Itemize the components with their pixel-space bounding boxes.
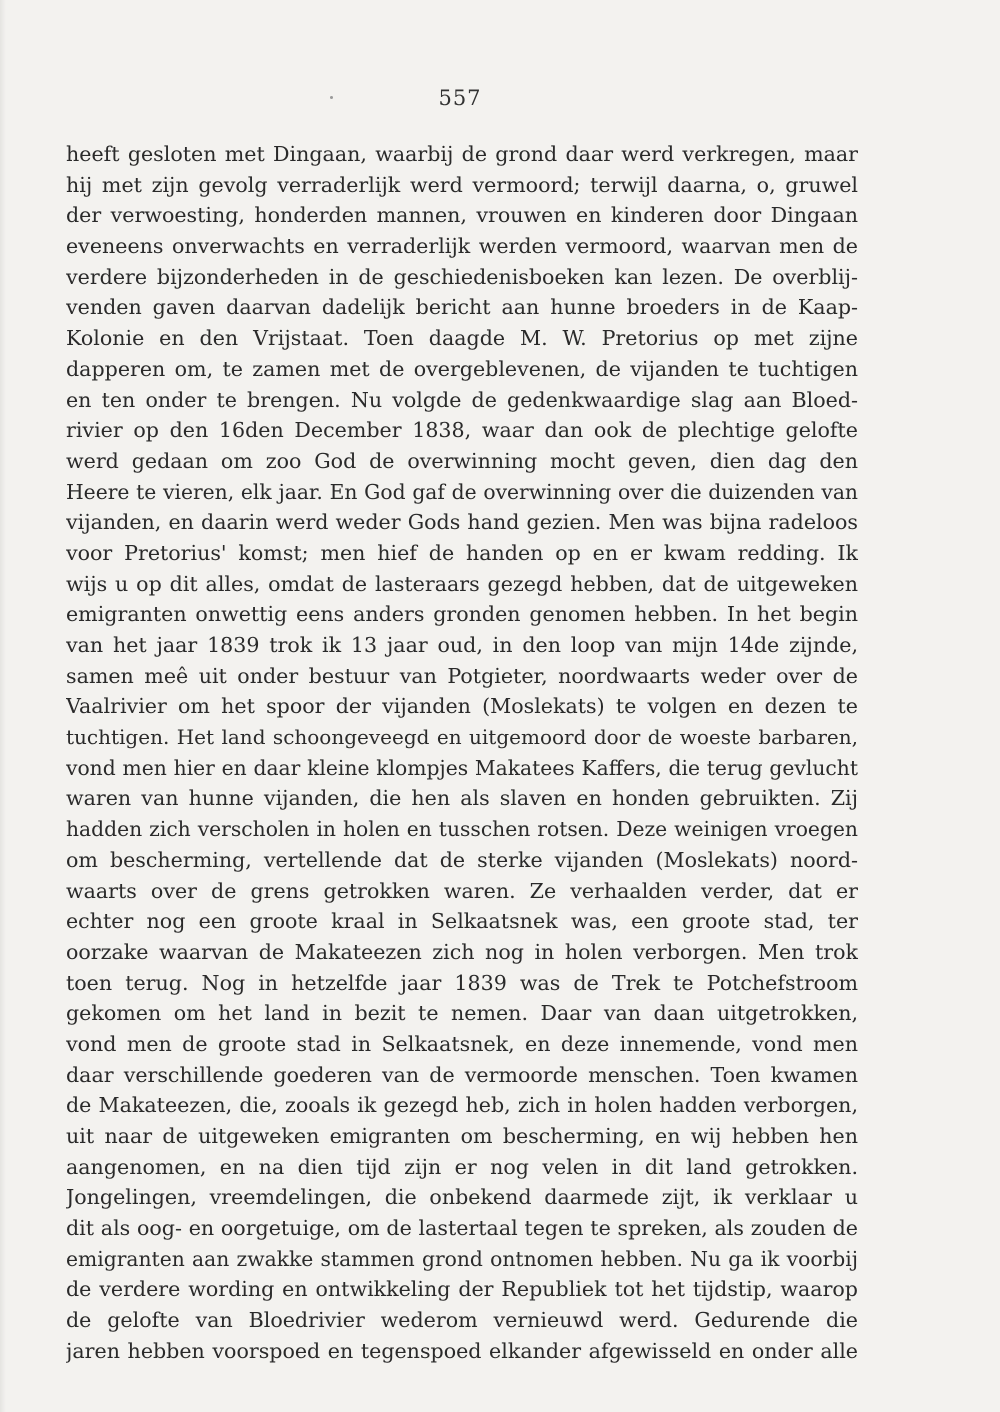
text-line: de gelofte van Bloedrivier wederom vernieuwd werd. Gedurende die	[66, 1308, 858, 1333]
text-line: echter nog een groote kraal in Selkaatsnek was, een groote stad, ter	[66, 909, 858, 934]
text-line: venden gaven daarvan dadelijk bericht aan hunne broeders in de Kaap-	[66, 295, 858, 320]
text-line: om bescherming, vertellende dat de sterke vijanden (Moslekats) noord-	[66, 847, 858, 872]
text-line: emigranten onwettig eens anders gronden genomen hebben. In het begin	[66, 602, 858, 627]
text-line: samen meê uit onder bestuur van Potgieter, noordwaarts weder over de	[66, 663, 858, 688]
text-line: wijs u op dit alles, omdat de lasteraars gezegd hebben, dat de uitgeweken	[66, 571, 858, 596]
text-line: vijanden, en daarin werd weder Gods hand gezien. Men was bijna radeloos	[66, 510, 858, 535]
text-line: oorzake waarvan de Makateezen zich nog in holen verborgen. Men trok	[66, 939, 858, 964]
text-line: vond men de groote stad in Selkaatsnek, en deze innemende, vond men	[66, 1031, 858, 1056]
text-line: hij met zijn gevolg verraderlijk werd vermoord; terwijl daarna, o, gruwel	[66, 172, 858, 197]
page-number: 557	[438, 86, 482, 110]
text-line: jaren hebben voorspoed en tegenspoed elkander afgewisseld en onder alle	[66, 1338, 858, 1363]
text-line: eveneens onverwachts en verraderlijk werden vermoord, waarvan men de	[66, 234, 858, 259]
text-line: Heere te vieren, elk jaar. En God gaf de overwinning over die duizenden van	[66, 479, 858, 504]
text-line: uit naar de uitgeweken emigranten om bescherming, en wij hebben hen	[66, 1124, 858, 1148]
text-line: heeft gesloten met Dingaan, waarbij de grond daar werd verkregen, maar	[66, 142, 858, 166]
text-line: Kolonie en den Vrijstaat. Toen daagde M. W. Pretorius op met zijne	[66, 326, 858, 351]
text-line: emigranten aan zwakke stammen grond ontnomen hebben. Nu ga ik voorbij	[66, 1246, 858, 1271]
text-line: Jongelingen, vreemdelingen, die onbekend daarmede zijt, ik verklaar u	[66, 1185, 858, 1210]
text-line: waarts over de grens getrokken waren. Ze verhaalden verder, dat er	[66, 878, 858, 903]
scan-edge-shadow	[0, 0, 6, 1412]
text-line: en ten onder te brengen. Nu volgde de gedenkwaardige slag aan Bloed-	[66, 387, 858, 412]
text-line: der verwoesting, honderden mannen, vrouwen en kinderen door Dingaan	[66, 203, 858, 228]
text-line: dapperen om, te zamen met de overgeblevenen, de vijanden te tuchtigen	[66, 356, 858, 381]
text-line: Vaalrivier om het spoor der vijanden (Moslekats) te volgen en dezen te	[66, 694, 858, 719]
text-line: rivier op den 16den December 1838, waar dan ook de plechtige gelofte	[66, 418, 858, 443]
text-line: toen terug. Nog in hetzelfde jaar 1839 was de Trek te Potchefstroom	[66, 970, 858, 995]
text-line: van het jaar 1839 trok ik 13 jaar oud, in den loop van mijn 14de zijnde,	[66, 633, 858, 657]
text-line: de Makateezen, die, zooals ik gezegd heb, zich in holen hadden verborgen,	[66, 1093, 858, 1118]
text-line: werd gedaan om zoo God de overwinning mocht geven, dien dag den	[66, 448, 858, 473]
text-line: hadden zich verscholen in holen en tusschen rotsen. Deze weinigen vroegen	[66, 817, 858, 842]
text-line: dit als oog- en oorgetuige, om de lastertaal tegen te spreken, als zouden de	[66, 1216, 858, 1241]
text-line: daar verschillende goederen van de vermoorde menschen. Toen kwamen	[66, 1062, 858, 1087]
text-line: voor Pretorius' komst; men hief de handen op en er kwam redding. Ik	[66, 540, 858, 565]
text-line: verdere bijzonderheden in de geschiedenisboeken kan lezen. De overblij-	[66, 264, 858, 289]
text-line: waren van hunne vijanden, die hen als slaven en honden gebruikten. Zij	[66, 786, 858, 811]
text-line: vond men hier en daar kleine klompjes Makatees Kaffers, die terug gevlucht	[66, 755, 858, 780]
body-text	[66, 139, 858, 1367]
text-line: tuchtigen. Het land schoongeveegd en uitgemoord door de woeste barbaren,	[66, 725, 858, 750]
text-line: gekomen om het land in bezit te nemen. Daar van daan uitgetrokken,	[66, 1001, 858, 1026]
text-line: de verdere wording en ontwikkeling der Republiek tot het tijdstip, waarop	[66, 1277, 858, 1302]
text-line: aangenomen, en na dien tijd zijn er nog velen in dit land getrokken.	[66, 1154, 858, 1179]
